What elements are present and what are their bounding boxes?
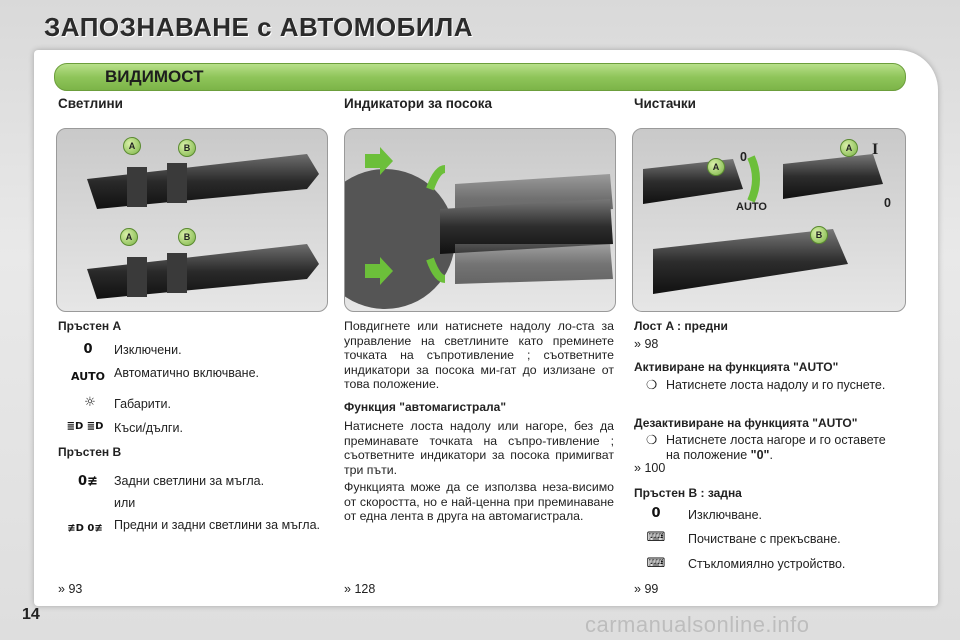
or-text: или (114, 496, 136, 510)
lights-off-icon: 0 (83, 342, 93, 357)
washer-text: Стъкломиялно устройство. (688, 557, 846, 571)
motorway-function-text-2: Функцията може да се използва неза-висимо от скоростта, но е най-ценна при преминаване от една лента в друга на автомагистрала. (344, 480, 614, 524)
badge-b-top: B (178, 139, 196, 157)
page-ref-icon: » (634, 337, 641, 351)
auto-deactivate-text (666, 433, 890, 463)
lights-auto-icon: AUTO (71, 370, 105, 383)
lights-page-ref (58, 582, 82, 596)
front-rear-fog-icon: ≢D 0≢ (67, 523, 103, 534)
dipped-main-beam-icon: ≣D ≣D (66, 421, 104, 432)
badge-b-bottom: B (178, 228, 196, 246)
wiper-lever-label-one: I (872, 141, 879, 158)
rear-fog-text: Задни светлини за мъгла. (114, 474, 265, 488)
badge-a-bottom: A (120, 228, 138, 246)
page-ref-icon: » (58, 582, 65, 596)
indicators-column-title: Индикатори за посока (344, 96, 492, 111)
auto-deactivate-text-post: . (769, 448, 773, 462)
auto-activate-heading: Активиране на функцията "AUTO" (634, 360, 839, 374)
motorway-function-text-1: Натиснете лоста надолу или нагоре, без да преминавате точката на съпро-тивление ; съответните индикатори за посока примигват три пъти. (344, 419, 614, 477)
wipers-lever-drawing (633, 129, 905, 311)
section-bar (54, 63, 906, 91)
intermittent-wipe-icon: ⌨ (646, 530, 666, 545)
wipers-page-ref-3 (634, 582, 658, 596)
indicators-lever-illustration (344, 128, 616, 312)
sidelights-text: Габарити. (114, 397, 171, 411)
wipers-page-ref-1-number: 98 (644, 337, 659, 351)
intermittent-wipe-text: Почистване с прекъсване. (688, 532, 841, 546)
wiper-lever-label-auto: AUTO (736, 201, 767, 213)
page-header-title: ЗАПОЗНАВАНЕ с АВТОМОБИЛА (44, 12, 474, 42)
page-ref-icon: » (634, 461, 641, 475)
lights-lever-drawing (57, 129, 327, 311)
dipped-main-beam-text: Къси/дълги. (114, 421, 183, 435)
ring-b-rear-heading: Пръстен B : задна (634, 486, 742, 500)
page-number: 14 (22, 606, 40, 623)
auto-deactivate-value: "0" (750, 448, 770, 462)
sidelights-icon: ☼ (84, 395, 96, 410)
watermark: carmanualsonline.info (585, 612, 810, 637)
wiper-badge-a-left: A (707, 158, 725, 176)
auto-activate-text: Натиснете лоста надолу и го пуснете. (666, 378, 886, 392)
auto-deactivate-text-pre: Натиснете лоста нагоре и го оставете на положение (666, 433, 886, 462)
wiper-badge-a-right: A (840, 139, 858, 157)
lights-page-ref-number: 93 (68, 582, 83, 596)
washer-icon: ⌨ (646, 556, 666, 571)
ring-b-heading: Пръстен B (58, 445, 122, 459)
wiper-badge-b: B (810, 226, 828, 244)
section-title: ВИДИМОСТ (105, 67, 204, 86)
wipers-lever-illustration (632, 128, 906, 312)
ring-a-heading: Пръстен A (58, 319, 122, 333)
wiper-lever-label-zero-right: 0 (884, 196, 891, 210)
indicators-page-ref (344, 582, 375, 596)
lights-lever-illustration (56, 128, 328, 312)
lights-off-text: Изключени. (114, 343, 182, 357)
indicators-intro-text: Повдигнете или натиснете надолу ло-ста за управление на светлините като преминете точката на съпротивление ; съответните индикатори за посока ми-гат до излизане от това положение. (344, 319, 614, 392)
wipers-page-ref-3-number: 99 (644, 582, 659, 596)
page-ref-icon: » (634, 582, 641, 596)
page-ref-icon: » (344, 582, 351, 596)
lever-a-heading: Лост A : предни (634, 319, 728, 333)
wipers-page-ref-2 (634, 461, 665, 475)
rear-wiper-off-text: Изключване. (688, 508, 763, 522)
badge-a-top: A (123, 137, 141, 155)
indicators-page-ref-number: 128 (354, 582, 376, 596)
bullet-icon: ❍ (646, 378, 658, 392)
front-rear-fog-text: Предни и задни светлини за мъгла. (114, 518, 320, 532)
indicators-lever-drawing (345, 129, 615, 311)
rear-wiper-off-icon: 0 (651, 506, 661, 521)
auto-deactivate-heading: Дезактивиране на функцията "AUTO" (634, 416, 858, 430)
wipers-page-ref-2-number: 100 (644, 461, 666, 475)
lights-column-title: Светлини (58, 96, 123, 111)
wipers-column-title: Чистачки (634, 96, 696, 111)
motorway-function-heading: Функция "автомагистрала" (344, 400, 507, 414)
rear-fog-icon: 0≢ (78, 474, 98, 489)
lights-auto-text: Автоматично включване. (114, 366, 259, 380)
wipers-page-ref-1 (634, 337, 658, 351)
wiper-lever-label-zero: 0 (740, 150, 747, 164)
bullet-icon: ❍ (646, 433, 658, 447)
